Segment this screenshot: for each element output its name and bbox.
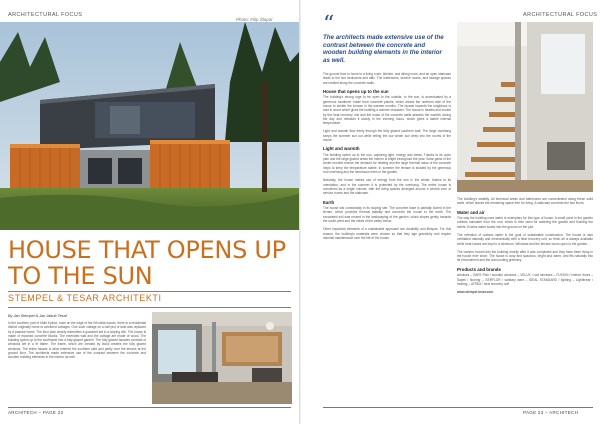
section-heading: Water and air [457, 209, 485, 215]
quote-mark-icon: “ [323, 12, 335, 37]
body-paragraph: The ground floor is home to a living room, kitchen, and dining room, and an open staircase leads to the two bedrooms and attic. The bathrooms, service rooms, and storage spaces are nestled along the concrete walls. [323, 72, 451, 85]
body-paragraph: windows – DAFE Flair / wooden windows – VELUX / roof windows – FUSION / interior doors – Sapeli / flooring – GERFLOR / sanitary ware – IDEAL STANDARD / lighting – Lightlinear / heating – ATREA / heat recovery unit [457, 273, 593, 286]
interior-staircase-photo [457, 22, 593, 192]
section-heading: House that opens up to the sun [323, 88, 389, 94]
title-rule [8, 291, 291, 292]
photo-credit: Photo: Filip Šlapal [236, 17, 273, 22]
body-paragraph: The retention of surface water is the goal of sustainable construction. The house is also ventilated naturally and mechanically with a heat recovery unit, so fresh air is always available while heat losses are kept to a minimum. Windows and the terrace doors open to the garden. [457, 232, 593, 246]
body-paragraph: The owners moved into the building shortly after it was completed and they have been living in the house ever since. The house is cosy and spacious, bright and warm, and fits naturally into its environment and the surrounding greenery. [457, 249, 593, 263]
body-paragraph: The way the building uses water is exemplary for this type of house. A small pond in the garden collects rainwater from the roof, which is then used for watering the garden and flushing the toilets. Excess water soaks into the ground on the plot. [457, 216, 593, 229]
section-heading: Products and brands [457, 266, 501, 272]
footer-rule-right [323, 407, 593, 408]
article-title: HOUSE THAT OPENS UP TO THE SUN [8, 236, 286, 290]
body-paragraph: Naturally, the house makes use of energy from the sun in the winter, thanks to its orientation, and in the summer it is protected by the overhang. The entire house is conceived as a single volume, with the living spaces arranged around a central core of service rooms and the staircase. [323, 178, 451, 196]
body-paragraph: In the southern part of Malé Kyšice, town on the edge of the Křivoklát woods, there is a residential district originally home to weekend cottages. One such cottage on a half plot of land was replaced by a passive home. The floor plan clearly resembles a quadrant set in a sloping site. The house is made of exposed concrete blocks. The extended wall and the cottage are made of wood. The building opens up to the southwest into a fully glazed garden. The fully glazed facades consists of windows set in a fir frame. The frame, which are created by block creates the fully glazed windows. The entire facade is what entered the southern side and partly over the terrace at the ground floor. The architects made extensive use of the contrast between the concrete and wooden building elements in the interior as well. [8, 321, 146, 360]
body-paragraph: Other important elements of a sustainable approach are durability and lifespan. For this reason, the building's materials were chosen so that they age gracefully and require minimal maintenance over the life of the house. [323, 227, 451, 240]
body-paragraph: The building's strong urge to be open to the outside, to the sun, is accentuated by a generous cantilever made from concrete panels, which allows the northern side of the house to shelter the terrace in the warmer months. The facade towards the neighbour is clad in wood which gives the building a warmer character. The house is heated and cooled by the heat recovery unit and the mass of the concrete walls absorbs the warmth during the day and releases it slowly in the evening hours, which gives a stable internal temperature. [323, 95, 451, 126]
section-heading: Earth [323, 199, 335, 205]
body-column-left [8, 321, 146, 364]
footer-rule-left [8, 407, 291, 408]
subtitle-rule [8, 307, 291, 308]
section-label-right: ARCHITECTURAL FOCUS [523, 12, 598, 18]
section-heading: Light and warmth [323, 146, 360, 152]
article-subtitle: STEMPEL & TESAR ARCHITEKTI [8, 293, 162, 303]
body-column-right [457, 197, 593, 298]
left-page [0, 0, 299, 424]
page-number-right: PAGE 23 – ARCHITECH [523, 410, 579, 415]
body-paragraph: The building opens up to the sun, capturing light, energy and views. Thanks to its open plan and the large glazed areas the interior is bright throughout the year. Solar gains in the winter months reduce the demand for heating and the large thermal mass of the concrete helps to keep the temperature stable. In summer the terrace is shaded by the generous roof overhang and the deciduous trees in the garden. [323, 152, 451, 175]
section-label-left: ARCHITECTURAL FOCUS [8, 12, 83, 18]
pull-quote: The architects made extensive use of the contrast between the concrete and wooden building elements in the interior as well. [323, 34, 444, 64]
body-paragraph: The house sits comfortably in its sloping site. The concrete base is partially buried in the terrain, which provides thermal stability and connects the house to the earth. The excavated soil was reused in the landscaping of the garden, which slopes gently towards the south-west and the views of the valley below. [323, 206, 451, 223]
page-number-left: ARCHITECH – PAGE 22 [8, 410, 64, 415]
architect-website-link[interactable]: www.stempel-tesar.com [457, 290, 494, 295]
exterior-house-photo [0, 22, 299, 230]
body-column-middle [323, 72, 451, 244]
interior-living-photo [152, 312, 292, 404]
body-paragraph: The building's stability. All technical areas and bathrooms are concentrated along these solid walls, which leaves the remaining space free for living. A staircase connects the two floors. [457, 197, 593, 206]
body-paragraph: Light and warmth flow freely through the fully glazed southern wall. The large overhang keeps the summer sun out while letting the low winter sun deep into the rooms of the house. [323, 129, 451, 143]
article-byline: By Jan Stempel & Jan Jakub Tesař [8, 314, 67, 318]
